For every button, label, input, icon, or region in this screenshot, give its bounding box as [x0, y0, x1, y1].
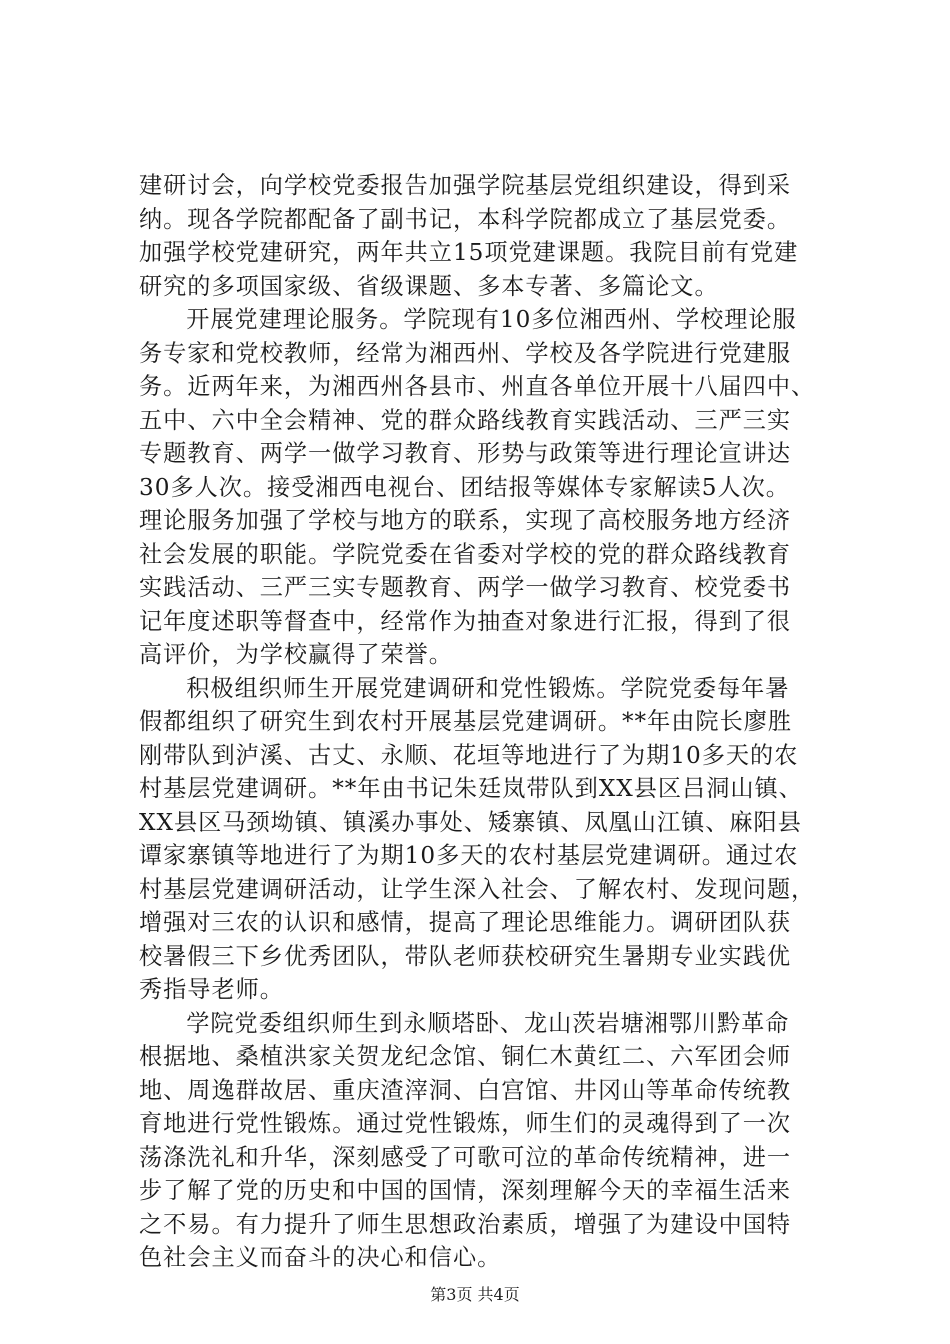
text-line: 秀指导老师。: [139, 975, 284, 1003]
text-line: 色社会主义而奋斗的决心和信心。: [139, 1243, 502, 1271]
text-line: 30多人次。接受湘西电视台、团结报等媒体专家解读5人次。: [139, 472, 790, 501]
text-line: 地、周逸群故居、重庆渣滓洞、白宫馆、井冈山等革命传统教: [139, 1075, 792, 1104]
text-line: 村基层党建调研。**年由书记朱廷岚带队到XX县区吕洞山镇、: [139, 774, 803, 802]
text-line: 刚带队到泸溪、古丈、永顺、花垣等地进行了为期10多天的农: [139, 740, 799, 769]
text-line: 开展党建理论服务。学院现有10多位湘西州、学校理论服: [186, 305, 797, 333]
text-line: 村基层党建调研活动，让学生深入社会、了解农村、发现问题，: [139, 874, 816, 903]
text-line: 高评价，为学校赢得了荣誉。: [139, 640, 453, 668]
text-line: 学院党委组织师生到永顺塔卧、龙山茨岩塘湘鄂川黔革命: [186, 1008, 790, 1037]
text-line: 五中、六中全会精神、党的群众路线教育实践活动、三严三实: [139, 405, 792, 434]
text-line: 理论服务加强了学校与地方的联系，实现了高校服务地方经济: [139, 506, 792, 534]
text-line: 建研讨会，向学校党委报告加强学院基层党组织建设，得到采: [139, 171, 792, 199]
document-body: [139, 169, 839, 1275]
text-line: 务专家和党校教师，经常为湘西州、学校及各学院进行党建服: [139, 338, 792, 367]
text-line: 校暑假三下乡优秀团队，带队老师获校研究生暑期专业实践优: [139, 941, 792, 970]
text-line: XX县区马颈坳镇、镇溪办事处、矮寨镇、凤凰山江镇、麻阳县: [139, 807, 802, 836]
text-line: 荡涤洗礼和升华，深刻感受了可歌可泣的革命传统精神，进一: [139, 1142, 792, 1171]
text-line: 研究的多项国家级、省级课题、多本专著、多篇论文。: [139, 271, 719, 300]
text-line: 根据地、桑植洪家关贺龙纪念馆、铜仁木黄红二、六军团会师: [139, 1042, 792, 1070]
text-line: 纳。现各学院都配备了副书记，本科学院都成立了基层党委。: [139, 204, 792, 233]
text-line: 假都组织了研究生到农村开展基层党建调研。**年由院长廖胜: [139, 707, 793, 735]
text-line: 务。近两年来，为湘西州各县市、州直各单位开展十八届四中、: [139, 372, 816, 400]
page-footer: 第3页 共4页: [430, 1285, 520, 1304]
text-line: 步了解了党的历史和中国的国情，深刻理解今天的幸福生活来: [139, 1176, 792, 1204]
text-line: 社会发展的职能。学院党委在省委对学校的党的群众路线教育: [139, 539, 792, 568]
text-line: 专题教育、两学一做学习教育、形势与政策等进行理论宣讲达: [139, 439, 792, 467]
text-line: 加强学校党建研究，两年共立15项党建课题。我院目前有党建: [139, 238, 799, 266]
text-line: 之不易。有力提升了师生思想政治素质，增强了为建设中国特: [139, 1209, 792, 1238]
text-line: 增强对三农的认识和感情，提高了理论思维能力。调研团队获: [139, 908, 792, 936]
text-line: 记年度述职等督查中，经常作为抽查对象进行汇报，得到了很: [139, 606, 792, 635]
text-line: 实践活动、三严三实专题教育、两学一做学习教育、校党委书: [139, 573, 792, 601]
text-line: 积极组织师生开展党建调研和党性锻炼。学院党委每年暑: [186, 673, 790, 702]
text-line: 育地进行党性锻炼。通过党性锻炼，师生们的灵魂得到了一次: [139, 1109, 792, 1137]
text-line: 谭家寨镇等地进行了为期10多天的农村基层党建调研。通过农: [139, 841, 799, 869]
